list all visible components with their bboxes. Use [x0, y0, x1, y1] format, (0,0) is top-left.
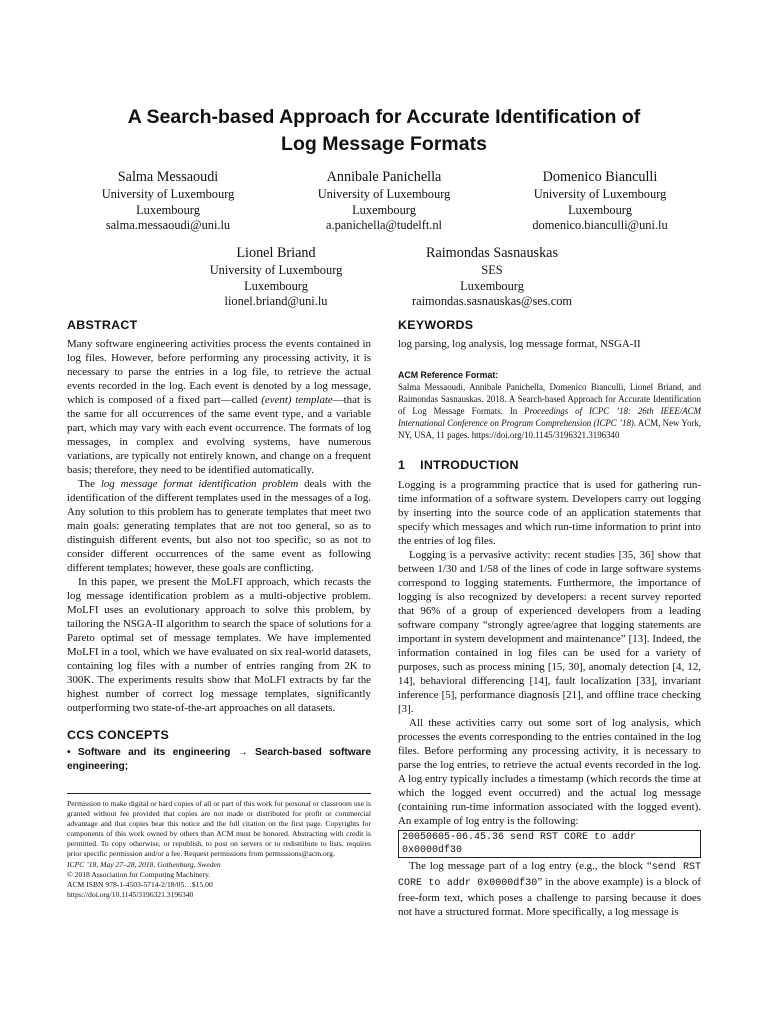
author-country: Luxembourg — [244, 278, 308, 293]
keywords-text: log parsing, log analysis, log message format, NSGA-II — [398, 338, 641, 350]
acm-reference-heading: ACM Reference Format: — [398, 370, 499, 380]
intro-paragraph-1: Logging is a programming practice that is used for gathering run-time information of a software system. Developers carry out logging by inserting into the source code of an application statements that specify which messages and which run-time information to print into the entries of log files. — [398, 479, 701, 547]
author-email: raimondas.sasnauskas@ses.com — [411, 294, 573, 309]
abstract-p2-text: The — [78, 478, 101, 490]
ccs-heading: CCS CONCEPTS — [67, 728, 170, 742]
keywords-heading: KEYWORDS — [398, 318, 474, 332]
author-email: domenico.bianculli@uni.lu — [532, 218, 668, 233]
abstract-p2-text-2: deals with the identification of the different templates used in the messages of a log. Any solution to this problem has to generate templates that meet two main goals: generating templates that are not too general, so as to distinguish different events, but also not too specific, so as not to consider different occurrences of the same event as following different templates; however, these goals are conflicting. — [67, 478, 371, 574]
right-column — [398, 317, 701, 919]
venue-line — [67, 860, 371, 870]
venue-text: ICPC ’18, May 27–28, 2018, Gothenburg, Sweden — [67, 859, 221, 869]
log-entry-code: 20050605-06.45.36 send RST CORE to addr 0x0000df30 — [398, 830, 701, 858]
abstract-p1-text-2: —that is the same for all occurrences of the same event type, and a variable part, which may vary with each event occurrence. The formats of log messages, in complex and evolving systems, have numerous variations, are typically not entirely known, and change on a frequent basis; therefore, they need to be identified automatically. — [67, 394, 371, 476]
author-name: Salma Messaoudi — [117, 169, 219, 185]
author-block — [492, 168, 708, 234]
abstract-paragraph-1 — [67, 337, 371, 477]
author-affiliation: University of Luxembourg — [209, 263, 343, 277]
author-block — [60, 168, 276, 234]
acm-ref-emphasis: Proceedings of ICPC ’18: 26th IEEE/ACM International Conference on Program Comprehension (ICPC ’18). — [398, 406, 701, 428]
abstract-p1-emphasis: (event) template — [261, 394, 333, 406]
isbn-line: ACM ISBN 978-1-4503-5714-2/18/05…$15.00 — [67, 879, 213, 889]
log-entry-example — [398, 830, 701, 858]
intro-p4-text-2: ” in the above example) is a block of free-form text, which poses a challenge to parsing because it does not have a structured format. More specifically, a log message is — [398, 876, 701, 918]
author-name: Annibale Panichella — [326, 169, 442, 185]
acm-ref-part-1: Salma Messaoudi, Annibale Panichella, Domenico Bianculli, Lionel Briand, and Raimondas Sasnauskas. 2018. A Search-based Approach for Accurate Identification of Log Message Formats. In — [398, 382, 701, 416]
abstract-paragraph-2 — [67, 477, 371, 575]
author-email: lionel.briand@uni.lu — [224, 294, 328, 309]
intro-paragraph-4 — [398, 859, 701, 919]
acm-reference-block — [398, 369, 701, 441]
left-column — [67, 317, 371, 774]
author-country: Luxembourg — [568, 202, 632, 217]
abstract-p1-text: Many software engineering activities process the events contained in log files. However, before performing any processing activity, it is necessary to parse the entries in a log file, to retrieve the actual events recorded in the log. Each event is denoted by a log message, which is composed of a fixed part—called — [67, 338, 371, 406]
copyright-line: © 2018 Association for Computing Machinery. — [67, 869, 211, 879]
author-affiliation: University of Luxembourg — [101, 187, 235, 201]
author-country: Luxembourg — [352, 202, 416, 217]
author-name: Lionel Briand — [236, 245, 316, 261]
intro-p4-code: send RST CORE to addr 0x0000df30 — [398, 862, 702, 889]
author-name: Domenico Bianculli — [542, 169, 658, 185]
author-block — [384, 244, 600, 310]
authors-row-1 — [60, 168, 708, 234]
author-block — [276, 168, 492, 234]
authors-row-2 — [60, 244, 708, 310]
author-affiliation: University of Luxembourg — [533, 187, 667, 201]
permission-notice — [67, 793, 371, 900]
permission-text: Permission to make digital or hard copies of all or part of this work for personal or classroom use is granted without fee provided that copies are not made or distributed for profit or commercial advantage and that copies bear this notice and the full citation on the first page. Copyrights for components of this work owned by others than ACM must be honored. Abstracting with credit is permitted. To copy otherwise, or republish, to post on servers or to redistribute to lists, requires prior specific permission and/or a fee. Request permissions from permissions@acm.org. — [67, 799, 371, 859]
title-line-2: Log Message Formats — [281, 133, 487, 155]
author-email: a.panichella@tudelft.nl — [326, 218, 442, 233]
author-affiliation: SES — [481, 263, 503, 277]
intro-paragraph-3: All these activities carry out some sort of log analysis, which processes the events corresponding to the entries contained in the log files. Before performing any processing activity, it is necessary to parse the log entries, to retrieve the actual events recorded in the log. A log entry typically includes a timestamp (which records the time at which the logged event occurred) and the actual log message (containing run-time information associated with the logged event). An example of log entry is the following: — [398, 717, 701, 827]
introduction-heading: 1 INTRODUCTION — [398, 458, 519, 472]
paper-title — [60, 104, 708, 158]
acm-reference-text — [398, 381, 701, 441]
author-affiliation: University of Luxembourg — [317, 187, 451, 201]
title-line-1: A Search-based Approach for Accurate Identification of — [127, 106, 641, 128]
author-country: Luxembourg — [460, 278, 524, 293]
author-name: Raimondas Sasnauskas — [425, 245, 558, 261]
doi-line: https://doi.org/10.1145/3196321.3196340 — [67, 889, 194, 899]
acm-ref-part-2: ACM, New York, NY, USA, 11 pages. https://doi.org/10.1145/3196321.3196340 — [398, 418, 702, 440]
abstract-p2-emphasis: log message format identification problem — [100, 478, 299, 490]
author-block — [168, 244, 384, 310]
abstract-heading: ABSTRACT — [67, 318, 138, 332]
abstract-paragraph-3: In this paper, we present the MoLFI approach, which recasts the log message identification problem as a multi-objective problem. MoLFI uses an evolutionary approach to solve this problem, by tailoring the NSGA-II algorithm to search the space of solutions for a Pareto optimal set of message templates. We have implemented MoLFI in a tool, which we have evaluated on six real-world datasets, containing log files with a number of entries ranging from 2K to 300K. The experiments results show that MoLFI extracts by far the highest number of correct log message templates, significantly outperforming two state-of-the-art approaches on all datasets. — [67, 576, 371, 714]
intro-paragraph-2: Logging is a pervasive activity: recent studies [35, 36] show that between 1/30 and 1/58 of the lines of code in large software systems correspond to logging statements. Furthermore, the importance of logging is also recognized by developers: a recent survey reported that 96% of a group of experienced developers from a leading software company “strongly agree/agree that logging statements are important in system development and maintenance” [13]. Indeed, the information contained in log files can be used for a variety of purposes, such as process mining [15, 30], anomaly detection [4, 12, 14], behavioral differencing [14], fault localization [33], invariant inference [5], performance diagnosis [21], and offline trace checking [3]. — [398, 549, 701, 715]
intro-p4-text: The log message part of a log entry (e.g., the block “ — [409, 860, 652, 872]
author-country: Luxembourg — [136, 202, 200, 217]
author-email: salma.messaoudi@uni.lu — [105, 218, 231, 233]
ccs-concepts-text: • Software and its engineering → Search-based software engineering; — [67, 747, 371, 772]
